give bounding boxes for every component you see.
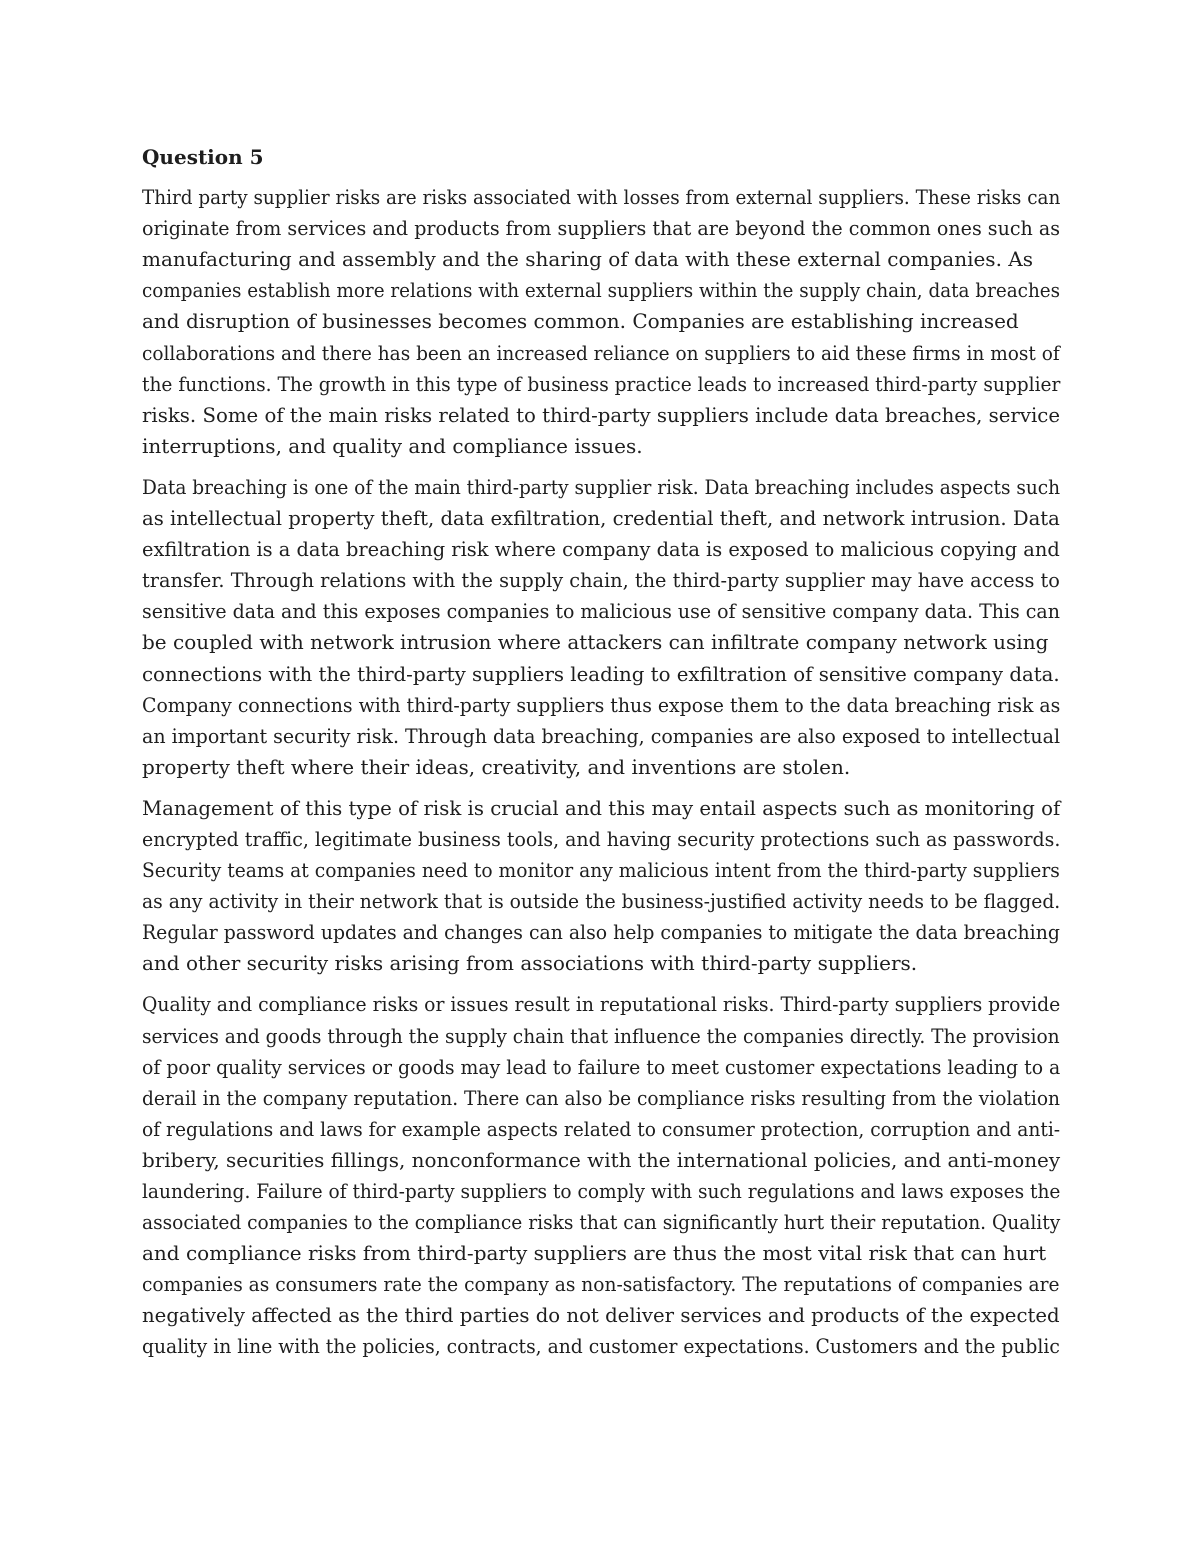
text-line: Security teams at companies need to monitor any malicious intent from the third-party suppliers bbox=[142, 858, 1060, 883]
text-line: property theft where their ideas, creativity, and inventions are stolen. bbox=[142, 754, 851, 779]
text-line: exfiltration is a data breaching risk where company data is exposed to malicious copying and bbox=[142, 537, 1060, 562]
paragraph-3 bbox=[142, 793, 1060, 980]
text-line: the functions. The growth in this type of business practice leads to increased third-party supplier bbox=[142, 371, 1061, 396]
text-line: Management of this type of risk is crucial and this may entail aspects such as monitoring of bbox=[142, 795, 1061, 820]
text-line: Quality and compliance risks or issues result in reputational risks. Third-party suppliers provide bbox=[142, 992, 1061, 1017]
paragraph-4 bbox=[142, 989, 1060, 1362]
text-line: Company connections with third-party suppliers thus expose them to the data breaching risk as bbox=[142, 692, 1061, 717]
text-line: interruptions, and quality and compliance issues. bbox=[142, 433, 643, 458]
text-line: Regular password updates and changes can also help companies to mitigate the data breaching bbox=[142, 920, 1060, 945]
text-line: laundering. Failure of third-party suppliers to comply with such regulations and laws exposes the bbox=[142, 1179, 1061, 1203]
text-line: connections with the third-party suppliers leading to exfiltration of sensitive company data. bbox=[142, 661, 1060, 686]
paragraph-1 bbox=[142, 182, 1060, 462]
text-line: derail in the company reputation. There can also be compliance risks resulting from the violation bbox=[142, 1085, 1060, 1110]
text-line: of regulations and laws for example aspects related to consumer protection, corruption and anti- bbox=[142, 1116, 1061, 1141]
text-line: companies as consumers rate the company as non-satisfactory. The reputations of companies are bbox=[142, 1272, 1060, 1297]
text-line: of poor quality services or goods may lead to failure to meet customer expectations leading to a bbox=[142, 1054, 1061, 1079]
text-line: negatively affected as the third parties do not deliver services and products of the expected bbox=[142, 1303, 1060, 1328]
text-line: quality in line with the policies, contracts, and customer expectations. Customers and the public bbox=[142, 1334, 1060, 1359]
text-line: and disruption of businesses becomes common. Companies are establishing increased bbox=[142, 309, 1019, 334]
text-line: sensitive data and this exposes companies to malicious use of sensitive company data. This can bbox=[142, 599, 1060, 624]
text-line: collaborations and there has been an increased reliance on suppliers to aid these firms in most of bbox=[142, 340, 1060, 365]
text-line: Data breaching is one of the main third-party supplier risk. Data breaching includes aspects such bbox=[142, 474, 1061, 499]
document-body bbox=[142, 142, 1060, 1373]
text-line: be coupled with network intrusion where attackers can infiltrate company network using bbox=[142, 630, 1049, 655]
text-line: Third party supplier risks are risks associated with losses from external suppliers. These risks can bbox=[142, 185, 1061, 210]
text-line: encrypted traffic, legitimate business tools, and having security protections such as passwords. bbox=[142, 826, 1061, 851]
paragraph-2 bbox=[142, 472, 1060, 783]
text-line: companies establish more relations with external suppliers within the supply chain, data breaches bbox=[142, 278, 1061, 303]
text-line: manufacturing and assembly and the sharing of data with these external companies. As bbox=[142, 247, 1033, 272]
text-line: originate from services and products from suppliers that are beyond the common ones such as bbox=[142, 216, 1061, 241]
text-line: and other security risks arising from associations with third-party suppliers. bbox=[142, 951, 918, 976]
text-line: and compliance risks from third-party suppliers are thus the most vital risk that can hurt bbox=[142, 1241, 1047, 1266]
text-line: associated companies to the compliance risks that can significantly hurt their reputation. Quality bbox=[142, 1210, 1061, 1235]
text-line: transfer. Through relations with the supply chain, the third-party supplier may have access to bbox=[142, 568, 1060, 593]
text-line: bribery, securities fillings, nonconformance with the international policies, and anti-money bbox=[142, 1147, 1061, 1172]
text-line: as intellectual property theft, data exfiltration, credential theft, and network intrusion. Data bbox=[142, 506, 1060, 531]
text-line: an important security risk. Through data breaching, companies are also exposed to intellectual bbox=[142, 723, 1061, 748]
page-title: Question 5 bbox=[142, 145, 264, 169]
text-line: risks. Some of the main risks related to third-party suppliers include data breaches, service bbox=[142, 402, 1060, 427]
text-line: as any activity in their network that is outside the business-justified activity needs to be flagged. bbox=[142, 889, 1061, 914]
text-line: services and goods through the supply chain that influence the companies directly. The provision bbox=[142, 1023, 1060, 1048]
